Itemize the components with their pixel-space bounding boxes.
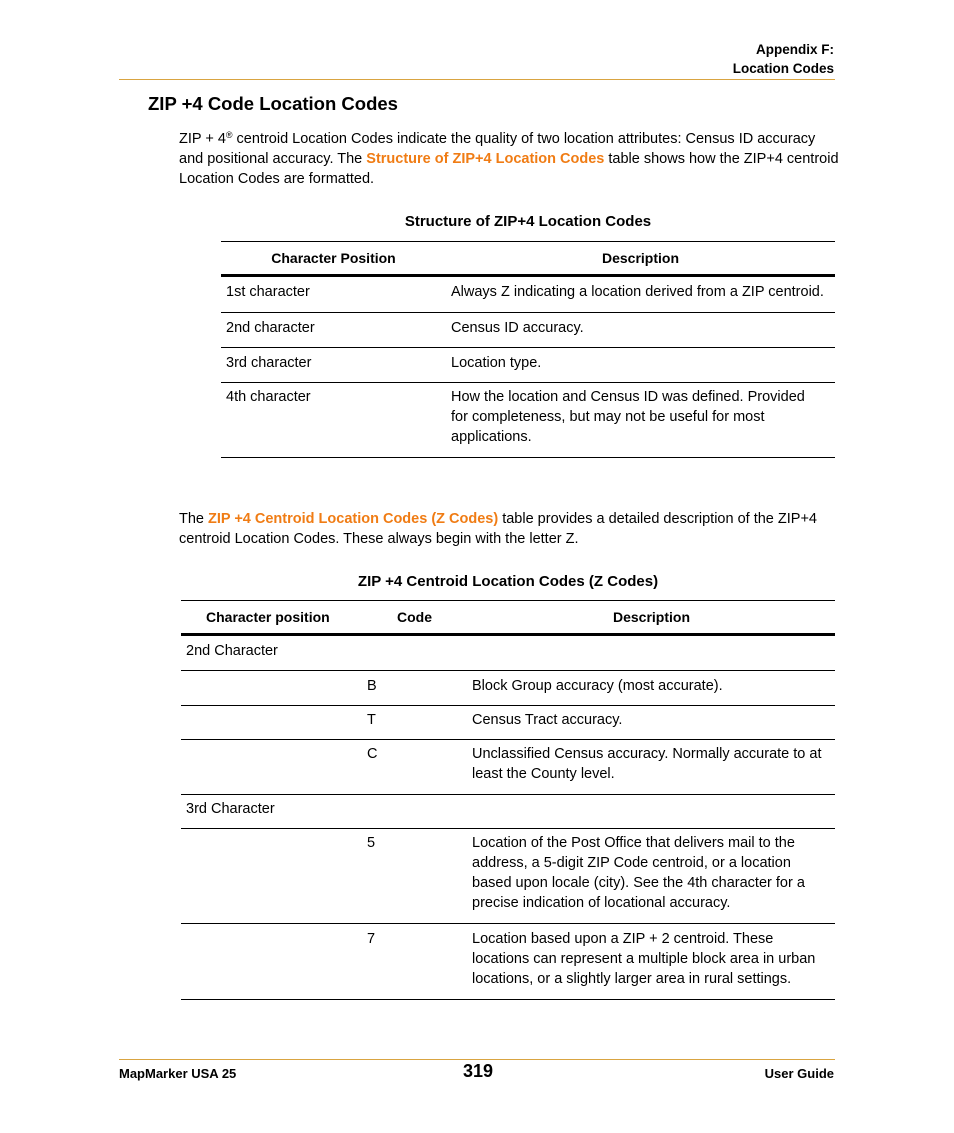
para2-text-2: table provides a detailed description of the ZIP+4 centroid Location Codes. These always begin with the letter Z. — [179, 511, 817, 547]
cell-position: 1st character — [221, 276, 446, 313]
table-row — [181, 829, 835, 924]
col-header-character-position: Character position — [181, 601, 367, 635]
cell-description: Location type. — [446, 348, 835, 383]
cell-description: Location of the Post Office that delivers mail to the address, a 5-digit ZIP Code centroid, or a location based upon locale (city). See the 4th character for a precise indication of locational accuracy. — [468, 829, 835, 924]
para2-text-1: The — [179, 511, 209, 527]
structure-table — [221, 241, 835, 458]
z-codes-table — [181, 600, 835, 1000]
intro-paragraph — [179, 129, 839, 189]
structure-table-link[interactable]: Structure of ZIP+4 Location Codes — [366, 151, 605, 167]
cell-description: Always Z indicating a location derived from a ZIP centroid. — [446, 276, 835, 313]
cell-position: 3rd character — [221, 348, 446, 383]
col-header-description: Description — [446, 242, 835, 276]
cell-code: 7 — [367, 924, 468, 1000]
intro-text-3: table shows how the ZIP+4 centroid Location Codes are formatted. — [179, 151, 839, 187]
z-codes-table-link[interactable]: ZIP +4 Centroid Location Codes (Z Codes) — [208, 511, 499, 527]
cell-description: Census Tract accuracy. — [468, 706, 835, 740]
table-row — [181, 706, 835, 740]
table-row — [221, 313, 835, 348]
col-header-code: Code — [367, 601, 468, 635]
cell-position — [181, 671, 367, 706]
footer-product-name: MapMarker USA 25 — [119, 1066, 237, 1081]
col-header-description: Description — [468, 601, 835, 635]
cell-code: 5 — [367, 829, 468, 924]
table-row — [181, 635, 835, 671]
cell-description: Block Group accuracy (most accurate). — [468, 671, 835, 706]
cell-description — [468, 635, 835, 671]
table2-title: ZIP +4 Centroid Location Codes (Z Codes) — [357, 573, 659, 590]
cell-code — [367, 795, 468, 829]
cell-code: B — [367, 671, 468, 706]
cell-position: 4th character — [221, 383, 446, 458]
intro-text-1: ZIP + 4 — [179, 131, 226, 147]
z-codes-paragraph — [179, 509, 839, 549]
cell-position — [181, 924, 367, 1000]
table-row — [221, 383, 835, 458]
page-number: 319 — [463, 1061, 494, 1081]
running-header — [733, 40, 834, 78]
cell-code: C — [367, 740, 468, 795]
col-header-character-position: Character Position — [221, 242, 446, 276]
header-chapter: Location Codes — [732, 61, 834, 76]
cell-position — [181, 829, 367, 924]
cell-code: T — [367, 706, 468, 740]
cell-position — [181, 706, 367, 740]
footer-rule — [119, 1059, 835, 1060]
cell-position: 2nd Character — [181, 635, 367, 671]
table-row — [181, 671, 835, 706]
footer-guide-name: User Guide — [764, 1066, 834, 1081]
cell-position — [181, 740, 367, 795]
cell-description: Unclassified Census accuracy. Normally accurate to at least the County level. — [468, 740, 835, 795]
header-appendix: Appendix F: — [756, 42, 834, 57]
registered-mark: ® — [225, 130, 233, 140]
intro-text-2: centroid Location Codes indicate the quality of two location attributes: Census ID accuracy and positional accuracy. The — [179, 131, 816, 167]
cell-description: Location based upon a ZIP + 2 centroid. These locations can represent a multiple block area in urban locations, or a slightly larger area in rural settings. — [468, 924, 835, 1000]
header-rule — [119, 79, 835, 80]
cell-description — [468, 795, 835, 829]
cell-description: How the location and Census ID was defined. Provided for completeness, but may not be useful for most applications. — [446, 383, 835, 458]
table-row — [181, 795, 835, 829]
cell-position: 2nd character — [221, 313, 446, 348]
table-row — [221, 276, 835, 313]
table-row — [221, 348, 835, 383]
table-row — [181, 924, 835, 1000]
table-row — [181, 740, 835, 795]
cell-position: 3rd Character — [181, 795, 367, 829]
table1-title: Structure of ZIP+4 Location Codes — [404, 213, 652, 230]
cell-description: Census ID accuracy. — [446, 313, 835, 348]
cell-code — [367, 635, 468, 671]
section-title: ZIP +4 Code Location Codes — [148, 93, 398, 114]
